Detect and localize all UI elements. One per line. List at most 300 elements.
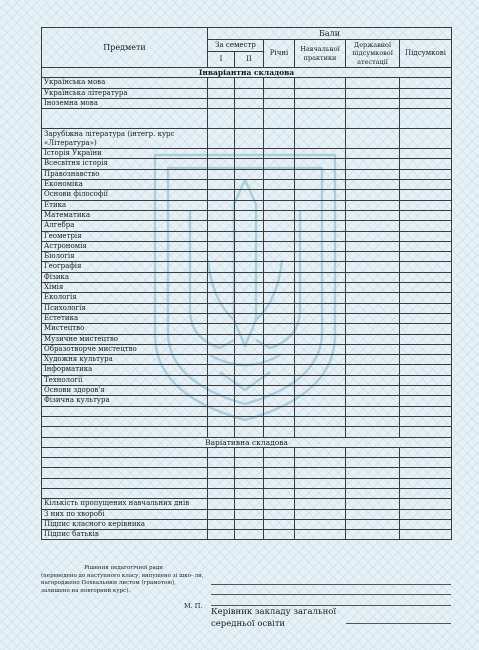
- subject-name: Інформатика: [42, 365, 208, 375]
- grade-cell[interactable]: [400, 468, 452, 478]
- subject-name: Естетика: [42, 313, 208, 323]
- grade-cell[interactable]: [295, 109, 346, 129]
- grade-cell[interactable]: [235, 355, 264, 365]
- grade-cell[interactable]: [295, 530, 346, 540]
- grade-cell[interactable]: [400, 283, 452, 293]
- grade-cell[interactable]: [208, 468, 235, 478]
- grade-cell[interactable]: [208, 365, 235, 375]
- grade-cell[interactable]: [400, 231, 452, 241]
- subject-row: [42, 180, 452, 190]
- grade-cell[interactable]: [346, 221, 400, 231]
- subject-row: [42, 416, 452, 426]
- grade-cell[interactable]: [346, 109, 400, 129]
- grade-cell[interactable]: [264, 355, 295, 365]
- grade-cell[interactable]: [208, 252, 235, 262]
- grade-cell[interactable]: [208, 190, 235, 200]
- grade-cell[interactable]: [235, 416, 264, 426]
- grade-cell[interactable]: [400, 334, 452, 344]
- grade-cell[interactable]: [208, 149, 235, 159]
- grade-cell[interactable]: [400, 375, 452, 385]
- grade-cell[interactable]: [295, 458, 346, 468]
- grade-cell[interactable]: [264, 324, 295, 334]
- grade-cell[interactable]: [264, 200, 295, 210]
- grade-cell[interactable]: [400, 190, 452, 200]
- subject-name: Психологія: [42, 303, 208, 313]
- grade-cell[interactable]: [295, 386, 346, 396]
- grade-cell[interactable]: [346, 283, 400, 293]
- subject-row: [42, 169, 452, 179]
- subject-row: [42, 231, 452, 241]
- grade-cell[interactable]: [235, 468, 264, 478]
- grade-cell[interactable]: [208, 109, 235, 129]
- subject-name: Астрономія: [42, 241, 208, 251]
- grade-cell[interactable]: [208, 324, 235, 334]
- grade-cell[interactable]: [208, 519, 235, 529]
- grade-cell[interactable]: [264, 272, 295, 282]
- grade-cell[interactable]: [235, 396, 264, 406]
- grade-cell[interactable]: [346, 344, 400, 354]
- grade-cell[interactable]: [235, 303, 264, 313]
- grade-cell[interactable]: [346, 200, 400, 210]
- grade-cell[interactable]: [346, 262, 400, 272]
- grade-cell[interactable]: [400, 109, 452, 129]
- grade-cell[interactable]: [264, 283, 295, 293]
- grade-cell[interactable]: [264, 129, 295, 149]
- grade-cell[interactable]: [208, 129, 235, 149]
- grade-cell[interactable]: [235, 78, 264, 88]
- grade-cell[interactable]: [295, 427, 346, 437]
- grade-cell[interactable]: [264, 221, 295, 231]
- grade-cell[interactable]: [346, 252, 400, 262]
- subject-row: [42, 149, 452, 159]
- grade-cell[interactable]: [400, 499, 452, 509]
- subjects-header: Предмети: [42, 28, 208, 68]
- grade-cell[interactable]: [400, 313, 452, 323]
- grade-cell[interactable]: [264, 375, 295, 385]
- grade-cell[interactable]: [235, 447, 264, 457]
- grade-cell[interactable]: [208, 509, 235, 519]
- grade-cell[interactable]: [264, 210, 295, 220]
- grade-cell[interactable]: [400, 478, 452, 488]
- grade-cell[interactable]: [295, 324, 346, 334]
- grade-cell[interactable]: [346, 293, 400, 303]
- grade-cell[interactable]: [400, 458, 452, 468]
- grade-cell[interactable]: [400, 262, 452, 272]
- subject-name: [42, 468, 208, 478]
- grade-cell[interactable]: [264, 293, 295, 303]
- grade-cell[interactable]: [295, 78, 346, 88]
- grade-cell[interactable]: [346, 355, 400, 365]
- grade-cell[interactable]: [346, 313, 400, 323]
- grade-cell[interactable]: [208, 416, 235, 426]
- grade-cell[interactable]: [264, 365, 295, 375]
- grade-cell[interactable]: [346, 129, 400, 149]
- variative-row: [42, 478, 452, 488]
- decision-text: (переведено до наступного класу, випущено зі шко- ли, нагороджено Похвальним листом (грамотою), залишено на повторний курс).: [41, 572, 204, 594]
- grade-cell[interactable]: [264, 313, 295, 323]
- grade-cell[interactable]: [235, 386, 264, 396]
- variative-rows: [42, 447, 452, 498]
- subject-name: З них по хворобі: [42, 509, 208, 519]
- annual-header: Річні: [264, 40, 295, 68]
- grade-cell[interactable]: [346, 416, 400, 426]
- grade-cell[interactable]: [400, 519, 452, 529]
- grade-cell[interactable]: [208, 272, 235, 282]
- grade-cell[interactable]: [264, 169, 295, 179]
- grade-cell[interactable]: [346, 149, 400, 159]
- grade-cell[interactable]: [208, 293, 235, 303]
- grade-cell[interactable]: [235, 252, 264, 262]
- grade-cell[interactable]: [400, 129, 452, 149]
- grade-cell[interactable]: [346, 447, 400, 457]
- subject-row: [42, 129, 452, 149]
- grade-cell[interactable]: [346, 190, 400, 200]
- grade-cell[interactable]: [346, 334, 400, 344]
- grade-cell[interactable]: [295, 478, 346, 488]
- grade-cell[interactable]: [295, 365, 346, 375]
- grade-cell[interactable]: [208, 210, 235, 220]
- grade-cell[interactable]: [208, 303, 235, 313]
- grade-cell[interactable]: [295, 190, 346, 200]
- grade-cell[interactable]: [400, 406, 452, 416]
- grade-cell[interactable]: [346, 159, 400, 169]
- grade-cell[interactable]: [264, 499, 295, 509]
- grade-cell[interactable]: [346, 530, 400, 540]
- semester-1-header: I: [208, 52, 235, 68]
- subject-name: Алгебра: [42, 221, 208, 231]
- invariant-section-title: Інваріантна складова: [42, 68, 452, 78]
- grade-cell[interactable]: [295, 262, 346, 272]
- grade-cell[interactable]: [295, 231, 346, 241]
- grade-cell[interactable]: [346, 406, 400, 416]
- grade-cell[interactable]: [295, 149, 346, 159]
- grade-cell[interactable]: [346, 427, 400, 437]
- grade-cell[interactable]: [400, 210, 452, 220]
- grade-cell[interactable]: [235, 488, 264, 498]
- grade-cell[interactable]: [400, 169, 452, 179]
- grade-cell[interactable]: [264, 241, 295, 251]
- grade-cell[interactable]: [295, 283, 346, 293]
- grade-cell[interactable]: [346, 375, 400, 385]
- grade-cell[interactable]: [346, 478, 400, 488]
- grade-cell[interactable]: [346, 488, 400, 498]
- subject-row: [42, 109, 452, 129]
- grade-cell[interactable]: [346, 272, 400, 282]
- grade-cell[interactable]: [264, 447, 295, 457]
- subject-row: [42, 334, 452, 344]
- grade-cell[interactable]: [295, 252, 346, 262]
- grade-cell[interactable]: [295, 468, 346, 478]
- grade-cell[interactable]: [235, 241, 264, 251]
- grade-cell[interactable]: [208, 530, 235, 540]
- grade-cell[interactable]: [295, 447, 346, 457]
- grade-cell[interactable]: [400, 252, 452, 262]
- grade-cell[interactable]: [208, 180, 235, 190]
- stamp-place: М. П.: [184, 602, 203, 610]
- principal-label: Керівник закладу загальної середньої освіти: [211, 607, 337, 629]
- grade-cell[interactable]: [208, 386, 235, 396]
- grade-cell[interactable]: [400, 530, 452, 540]
- grade-cell[interactable]: [400, 355, 452, 365]
- final-header: Підсумкові: [400, 40, 452, 68]
- grade-cell[interactable]: [208, 478, 235, 488]
- grade-cell[interactable]: [400, 324, 452, 334]
- grade-cell[interactable]: [208, 447, 235, 457]
- grade-cell[interactable]: [400, 159, 452, 169]
- grade-cell[interactable]: [400, 488, 452, 498]
- grade-cell[interactable]: [295, 88, 346, 98]
- grade-cell[interactable]: [235, 406, 264, 416]
- grade-cell[interactable]: [400, 344, 452, 354]
- subject-row: [42, 365, 452, 375]
- grade-cell[interactable]: [346, 98, 400, 108]
- grade-cell[interactable]: [295, 169, 346, 179]
- grade-cell[interactable]: [346, 519, 400, 529]
- grade-cell[interactable]: [295, 180, 346, 190]
- grade-cell[interactable]: [235, 200, 264, 210]
- grade-cell[interactable]: [208, 262, 235, 272]
- grade-cell[interactable]: [295, 355, 346, 365]
- grade-cell[interactable]: [346, 231, 400, 241]
- grade-cell[interactable]: [346, 324, 400, 334]
- grade-cell[interactable]: [235, 283, 264, 293]
- grade-cell[interactable]: [400, 78, 452, 88]
- grade-cell[interactable]: [346, 180, 400, 190]
- grade-cell[interactable]: [264, 159, 295, 169]
- grade-cell[interactable]: [235, 149, 264, 159]
- grade-cell[interactable]: [264, 488, 295, 498]
- grade-cell[interactable]: [295, 210, 346, 220]
- subject-row: [42, 190, 452, 200]
- grade-cell[interactable]: [400, 149, 452, 159]
- grade-cell[interactable]: [264, 149, 295, 159]
- grade-cell[interactable]: [235, 313, 264, 323]
- grade-cell[interactable]: [346, 365, 400, 375]
- grade-cell[interactable]: [295, 488, 346, 498]
- grade-cell[interactable]: [235, 210, 264, 220]
- info-rows: [42, 499, 452, 540]
- grade-cell[interactable]: [264, 334, 295, 344]
- grade-cell[interactable]: [208, 88, 235, 98]
- grade-cell[interactable]: [346, 499, 400, 509]
- grade-cell[interactable]: [400, 200, 452, 210]
- grade-cell[interactable]: [235, 272, 264, 282]
- grade-cell[interactable]: [295, 98, 346, 108]
- grade-cell[interactable]: [235, 499, 264, 509]
- grade-cell[interactable]: [208, 375, 235, 385]
- grade-cell[interactable]: [235, 169, 264, 179]
- subject-name: [42, 458, 208, 468]
- grade-cell[interactable]: [264, 416, 295, 426]
- grade-cell[interactable]: [235, 458, 264, 468]
- grade-cell[interactable]: [208, 231, 235, 241]
- grade-cell[interactable]: [235, 530, 264, 540]
- grade-cell[interactable]: [235, 88, 264, 98]
- grade-cell[interactable]: [295, 303, 346, 313]
- grade-cell[interactable]: [235, 478, 264, 488]
- subject-row: [42, 98, 452, 108]
- info-row: [42, 509, 452, 519]
- grade-cell[interactable]: [400, 98, 452, 108]
- grade-cell[interactable]: [208, 159, 235, 169]
- grade-cell[interactable]: [264, 530, 295, 540]
- grade-cell[interactable]: [295, 159, 346, 169]
- state-attestation-header: Державної підсумкової атестації: [346, 40, 400, 68]
- grade-cell[interactable]: [346, 210, 400, 220]
- grade-cell[interactable]: [208, 169, 235, 179]
- grade-cell[interactable]: [264, 406, 295, 416]
- grade-cell[interactable]: [208, 283, 235, 293]
- subject-name: Образотворче мистецтво: [42, 344, 208, 354]
- grade-cell[interactable]: [295, 396, 346, 406]
- grade-cell[interactable]: [295, 519, 346, 529]
- grade-cell[interactable]: [400, 88, 452, 98]
- grade-cell[interactable]: [235, 375, 264, 385]
- grade-cell[interactable]: [208, 200, 235, 210]
- grade-cell[interactable]: [400, 365, 452, 375]
- grade-cell[interactable]: [264, 386, 295, 396]
- grade-cell[interactable]: [235, 334, 264, 344]
- grade-cell[interactable]: [295, 241, 346, 251]
- grade-cell[interactable]: [264, 344, 295, 354]
- grade-cell[interactable]: [346, 169, 400, 179]
- grade-cell[interactable]: [264, 458, 295, 468]
- grade-cell[interactable]: [235, 293, 264, 303]
- grade-cell[interactable]: [208, 355, 235, 365]
- variative-row: [42, 447, 452, 457]
- grade-cell[interactable]: [208, 427, 235, 437]
- grade-cell[interactable]: [235, 221, 264, 231]
- grade-cell[interactable]: [264, 478, 295, 488]
- grade-cell[interactable]: [208, 406, 235, 416]
- grade-cell[interactable]: [235, 509, 264, 519]
- grade-cell[interactable]: [235, 231, 264, 241]
- grade-cell[interactable]: [235, 129, 264, 149]
- grade-cell[interactable]: [400, 509, 452, 519]
- grade-cell[interactable]: [208, 488, 235, 498]
- grade-cell[interactable]: [208, 78, 235, 88]
- grade-cell[interactable]: [208, 241, 235, 251]
- grade-cell[interactable]: [208, 313, 235, 323]
- subject-name: Українська література: [42, 88, 208, 98]
- grade-cell[interactable]: [346, 396, 400, 406]
- grade-cell[interactable]: [264, 468, 295, 478]
- subject-name: Музичне мистецтво: [42, 334, 208, 344]
- grade-cell[interactable]: [295, 313, 346, 323]
- grade-cell[interactable]: [235, 365, 264, 375]
- grade-cell[interactable]: [400, 396, 452, 406]
- grade-cell[interactable]: [235, 159, 264, 169]
- grade-cell[interactable]: [264, 509, 295, 519]
- grade-cell[interactable]: [264, 396, 295, 406]
- grade-cell[interactable]: [295, 293, 346, 303]
- subject-row: [42, 375, 452, 385]
- grade-cell[interactable]: [295, 416, 346, 426]
- grade-cell[interactable]: [264, 98, 295, 108]
- grade-cell[interactable]: [264, 427, 295, 437]
- subject-name: [42, 406, 208, 416]
- grade-cell[interactable]: [346, 88, 400, 98]
- grade-cell[interactable]: [346, 509, 400, 519]
- grade-cell[interactable]: [295, 509, 346, 519]
- grade-cell[interactable]: [400, 427, 452, 437]
- grade-cell[interactable]: [208, 334, 235, 344]
- grade-cell[interactable]: [264, 180, 295, 190]
- grade-cell[interactable]: [208, 221, 235, 231]
- grade-cell[interactable]: [400, 416, 452, 426]
- grade-cell[interactable]: [235, 109, 264, 129]
- grade-cell[interactable]: [400, 303, 452, 313]
- subject-name: Екологія: [42, 293, 208, 303]
- grade-cell[interactable]: [235, 262, 264, 272]
- grade-cell[interactable]: [400, 293, 452, 303]
- grade-cell[interactable]: [264, 303, 295, 313]
- grade-cell[interactable]: [295, 221, 346, 231]
- grade-cell[interactable]: [235, 98, 264, 108]
- grade-cell[interactable]: [400, 221, 452, 231]
- grade-cell[interactable]: [346, 303, 400, 313]
- grade-cell[interactable]: [264, 231, 295, 241]
- grade-cell[interactable]: [295, 406, 346, 416]
- grade-cell[interactable]: [346, 78, 400, 88]
- subject-name: Математика: [42, 210, 208, 220]
- grade-cell[interactable]: [346, 386, 400, 396]
- grade-cell[interactable]: [235, 190, 264, 200]
- grade-cell[interactable]: [235, 180, 264, 190]
- subject-row: [42, 396, 452, 406]
- grade-cell[interactable]: [400, 241, 452, 251]
- subject-name: Українська мова: [42, 78, 208, 88]
- info-row: [42, 530, 452, 540]
- grade-cell[interactable]: [235, 427, 264, 437]
- grade-cell[interactable]: [295, 375, 346, 385]
- subject-row: [42, 78, 452, 88]
- grade-cell[interactable]: [208, 344, 235, 354]
- grade-cell[interactable]: [346, 468, 400, 478]
- grade-cell[interactable]: [264, 109, 295, 129]
- decision-title: Рішення педагогічної ради: [84, 565, 163, 571]
- grade-cell[interactable]: [400, 447, 452, 457]
- grade-cell[interactable]: [264, 88, 295, 98]
- grade-cell[interactable]: [208, 396, 235, 406]
- grade-cell[interactable]: [346, 241, 400, 251]
- grade-cell[interactable]: [295, 334, 346, 344]
- grade-cell[interactable]: [264, 190, 295, 200]
- grade-cell[interactable]: [295, 344, 346, 354]
- variative-row: [42, 488, 452, 498]
- grade-cell[interactable]: [400, 180, 452, 190]
- subject-row: [42, 406, 452, 416]
- grade-cell[interactable]: [208, 458, 235, 468]
- grade-cell[interactable]: [264, 262, 295, 272]
- grade-cell[interactable]: [264, 78, 295, 88]
- grade-cell[interactable]: [264, 519, 295, 529]
- grade-cell[interactable]: [235, 324, 264, 334]
- grade-cell[interactable]: [208, 98, 235, 108]
- subject-name: Основи філософії: [42, 190, 208, 200]
- grade-cell[interactable]: [235, 344, 264, 354]
- grade-cell[interactable]: [400, 386, 452, 396]
- grade-cell[interactable]: [346, 458, 400, 468]
- grade-cell[interactable]: [400, 272, 452, 282]
- grade-cell[interactable]: [295, 499, 346, 509]
- grade-cell[interactable]: [295, 272, 346, 282]
- grade-cell[interactable]: [295, 129, 346, 149]
- grade-cell[interactable]: [208, 499, 235, 509]
- grade-cell[interactable]: [295, 200, 346, 210]
- grade-cell[interactable]: [235, 519, 264, 529]
- grade-cell[interactable]: [264, 252, 295, 262]
